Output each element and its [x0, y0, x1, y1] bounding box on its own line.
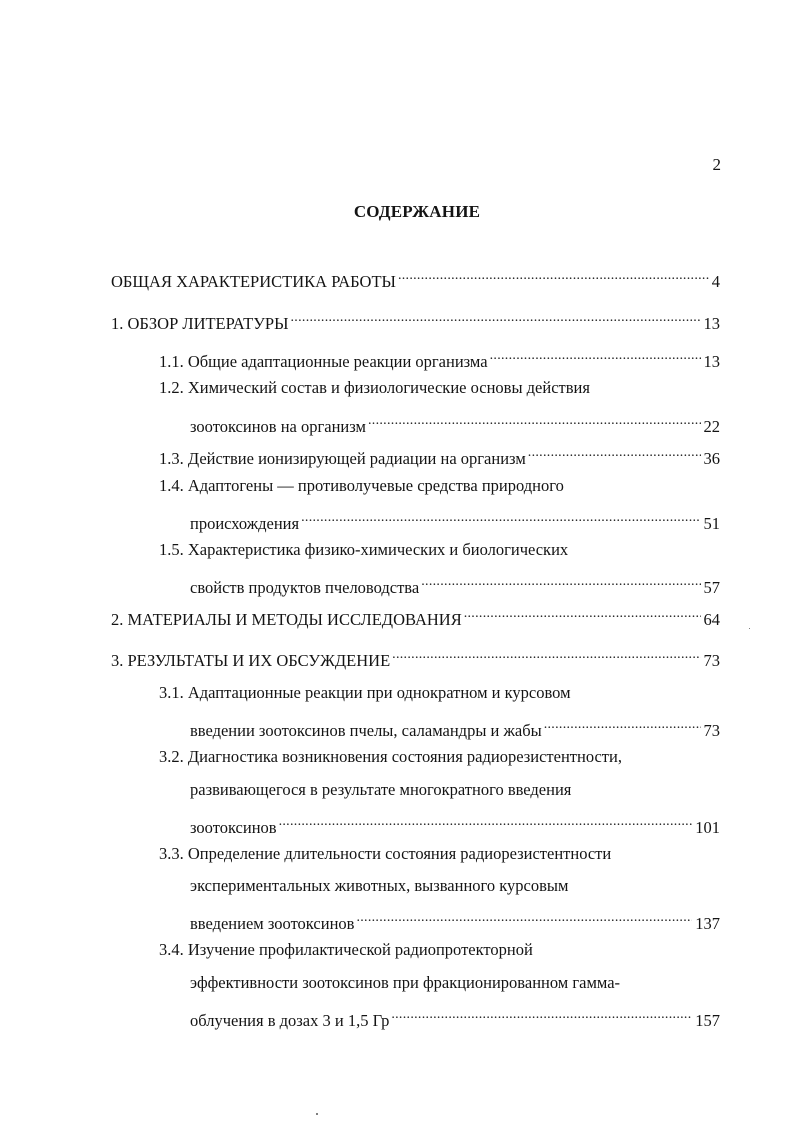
- toc-entry-1-5-line1[interactable]: [159, 539, 720, 561]
- toc-label: зоотоксинов: [190, 818, 277, 837]
- toc-page: 51: [703, 514, 720, 533]
- toc-label: происхождения: [190, 514, 300, 533]
- toc-entry-3-3[interactable]: [190, 907, 720, 935]
- toc-label: введении зоотоксинов пчелы, саламандры и жабы: [190, 721, 542, 740]
- toc-entry-chapter-1[interactable]: [111, 307, 720, 335]
- toc-label: 1.1. Общие адаптационные реакции организма: [159, 352, 488, 371]
- toc-page: 13: [703, 314, 720, 333]
- toc-leader-dots: [490, 345, 701, 367]
- toc-leader-dots: [368, 410, 701, 432]
- toc-entry-general[interactable]: [111, 265, 720, 293]
- toc-leader-dots: [392, 644, 700, 666]
- toc-entry-3-3-line1[interactable]: [159, 843, 720, 865]
- toc-leader-dots: [279, 811, 693, 833]
- toc-entry-3-2[interactable]: [190, 811, 720, 839]
- toc-label: свойств продуктов пчеловодства: [190, 578, 420, 597]
- toc-entry-3-3-line2[interactable]: [190, 875, 720, 897]
- toc-entry-3-2-line2[interactable]: [190, 779, 720, 801]
- toc-label: развивающегося в результате многократного введения: [190, 780, 572, 799]
- toc-label: 3.2. Диагностика возникновения состояния радиорезистентности,: [159, 747, 622, 766]
- toc-label: эффективности зоотоксинов при фракционированном гамма-: [190, 973, 621, 992]
- toc-entry-3-4[interactable]: [190, 1004, 720, 1032]
- toc-page: 36: [703, 449, 720, 468]
- toc-leader-dots: [544, 714, 701, 736]
- toc-label: ОБЩАЯ ХАРАКТЕРИСТИКА РАБОТЫ: [111, 272, 396, 291]
- toc-leader-dots: [291, 307, 701, 329]
- toc-page: 157: [695, 1011, 720, 1030]
- scan-speck: [316, 1113, 318, 1115]
- toc-leader-dots: [301, 507, 700, 529]
- toc-entry-1-2[interactable]: [190, 410, 720, 438]
- toc-leader-dots: [464, 603, 701, 625]
- toc-label: облучения в дозах 3 и 1,5 Гр: [190, 1011, 390, 1030]
- page-title: СОДЕРЖАНИЕ: [353, 202, 481, 221]
- toc-label: 3.1. Адаптационные реакции при однократном и курсовом: [159, 683, 571, 702]
- toc-entry-1-4[interactable]: [190, 507, 720, 535]
- toc-page: 73: [703, 721, 720, 740]
- toc-page: 73: [703, 651, 720, 670]
- toc-entry-chapter-3[interactable]: [111, 644, 720, 672]
- toc-entry-1-2-line1[interactable]: [159, 377, 720, 399]
- toc-label: 3.4. Изучение профилактической радиопротекторной: [159, 940, 533, 959]
- toc-entry-chapter-2[interactable]: [111, 603, 720, 631]
- toc-leader-dots: [421, 571, 700, 593]
- toc-label: введением зоотоксинов: [190, 914, 355, 933]
- toc-label: 3.3. Определение длительности состояния радиорезистентности: [159, 844, 612, 863]
- scan-speck: [749, 628, 750, 629]
- toc-leader-dots: [356, 907, 692, 929]
- toc-label: 1.2. Химический состав и физиологические основы действия: [159, 378, 590, 397]
- toc-label: 3. РЕЗУЛЬТАТЫ И ИХ ОБСУЖДЕНИЕ: [111, 651, 391, 670]
- page-number: 2: [712, 155, 721, 174]
- toc-entry-1-1[interactable]: [159, 345, 720, 373]
- toc-entry-3-4-line1[interactable]: [159, 939, 720, 961]
- toc-page: 57: [703, 578, 720, 597]
- toc-page: 101: [695, 818, 720, 837]
- toc-entry-1-4-line1[interactable]: [159, 475, 720, 497]
- toc-page: 137: [695, 914, 720, 933]
- toc-leader-dots: [391, 1004, 692, 1026]
- toc-label: зоотоксинов на организм: [190, 417, 366, 436]
- toc-label: 1.3. Действие ионизирующей радиации на организм: [159, 449, 526, 468]
- toc-page: 13: [703, 352, 720, 371]
- toc-page: 64: [703, 610, 720, 629]
- toc-entry-3-4-line2[interactable]: [190, 972, 720, 994]
- toc-page: 22: [703, 417, 720, 436]
- toc-label: экспериментальных животных, вызванного курсовым: [190, 876, 569, 895]
- toc-entry-1-3[interactable]: [159, 442, 720, 470]
- toc-leader-dots: [398, 265, 709, 287]
- toc-label: 1. ОБЗОР ЛИТЕРАТУРЫ: [111, 314, 289, 333]
- toc-label: 1.5. Характеристика физико-химических и биологических: [159, 540, 569, 559]
- toc-entry-1-5[interactable]: [190, 571, 720, 599]
- toc-page: 4: [711, 272, 720, 291]
- toc-leader-dots: [528, 442, 701, 464]
- toc-label: 1.4. Адаптогены — противолучевые средства природного: [159, 476, 564, 495]
- toc-entry-3-1[interactable]: [190, 714, 720, 742]
- toc-entry-3-1-line1[interactable]: [159, 682, 720, 704]
- toc-entry-3-2-line1[interactable]: [159, 746, 720, 768]
- toc-label: 2. МАТЕРИАЛЫ И МЕТОДЫ ИССЛЕДОВАНИЯ: [111, 610, 462, 629]
